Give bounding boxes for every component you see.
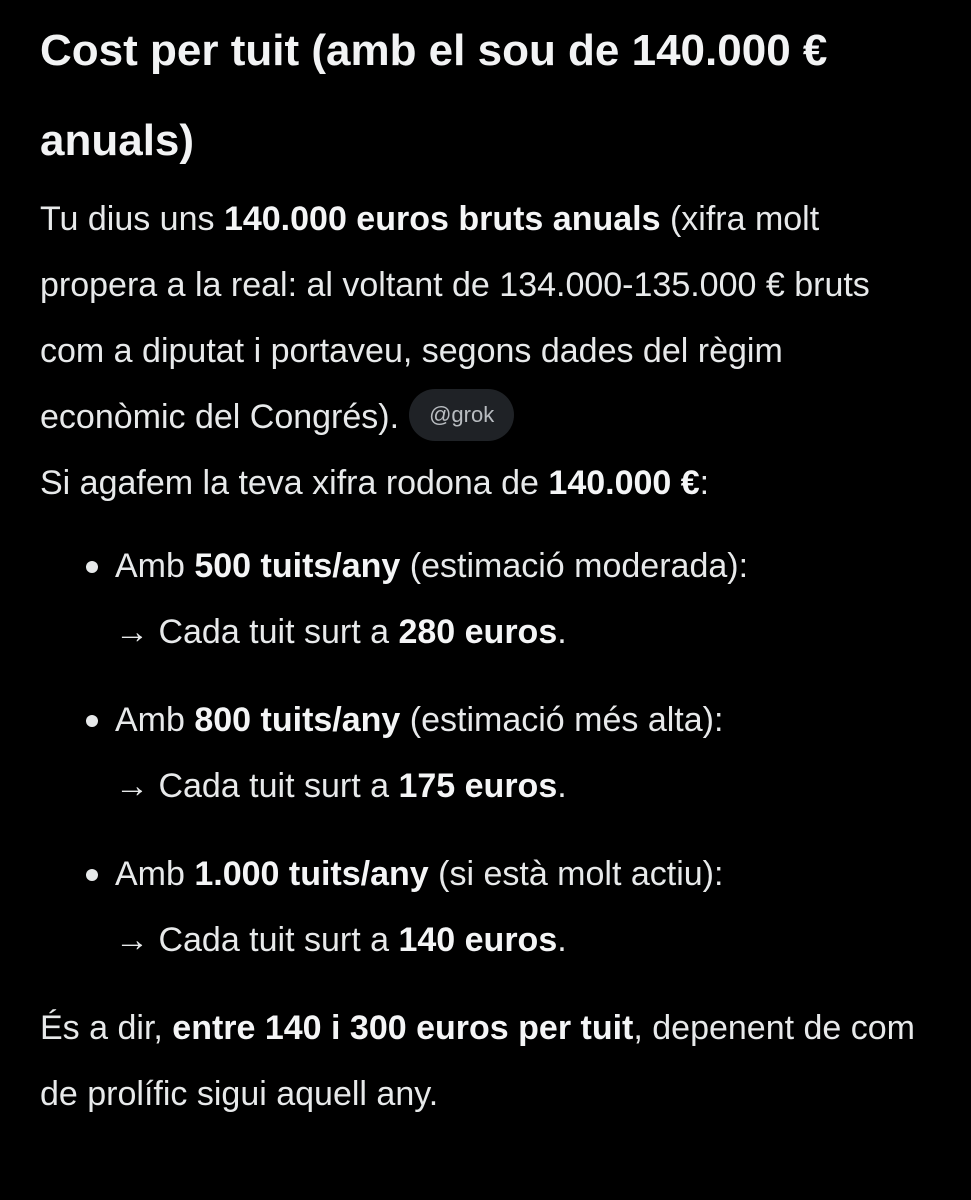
assumption-text-2: : — [699, 464, 710, 502]
scenario-end: . — [557, 613, 567, 651]
scenario-arrow-text: → Cada tuit surt a — [115, 921, 399, 959]
scenario-rate: 500 tuits/any — [194, 547, 401, 585]
scenario-note: (si està molt actiu): — [428, 855, 724, 893]
intro-salary-bold: 140.000 euros bruts anuals — [223, 200, 661, 238]
scenario-cost: 175 euros — [398, 767, 558, 805]
scenario-result-line — [115, 753, 940, 819]
assumption-amount-bold: 140.000 € — [548, 464, 700, 502]
scenario-prefix: Amb — [115, 855, 195, 893]
scenario-rate: 1.000 tuits/any — [194, 855, 429, 893]
bullet-dot-icon — [86, 715, 98, 727]
scenario-line — [115, 687, 940, 753]
scenario-result-line — [115, 907, 940, 973]
conclusion-text-2: , depenent de com de prolífic sigui aquell any. — [40, 1009, 916, 1113]
scenario-prefix: Amb — [115, 701, 195, 739]
scenario-line — [115, 533, 940, 599]
scenario-note: (estimació moderada): — [400, 547, 749, 585]
conclusion-paragraph — [40, 995, 920, 1127]
section-heading: Cost per tuit (amb el sou de 140.000 € anuals) — [40, 26, 828, 165]
bullet-dot-icon — [86, 869, 98, 881]
grok-source-chip[interactable]: @grok — [409, 389, 514, 441]
intro-text-2: (xifra molt propera a la real: al voltant de 134.000-135.000 € bruts com a diputat i portaveu, segons dades del règim econòmic del Congrés). — [40, 200, 870, 436]
scenario-list — [40, 533, 940, 973]
conclusion-range-bold: entre 140 i 300 euros per tuit — [172, 1009, 634, 1047]
scenario-item — [40, 533, 940, 665]
scenario-result-line — [115, 599, 940, 665]
bullet-dot-icon — [86, 561, 98, 573]
scenario-cost: 140 euros — [398, 921, 558, 959]
scenario-item — [40, 687, 940, 819]
scenario-prefix: Amb — [115, 547, 195, 585]
assumption-text-1: Si agafem la teva xifra rodona de — [40, 464, 549, 502]
scenario-item — [40, 841, 940, 973]
intro-text-1: Tu dius uns — [40, 200, 224, 238]
scenario-arrow-text: → Cada tuit surt a — [115, 613, 399, 651]
grok-response — [40, 0, 940, 1127]
scenario-cost: 280 euros — [398, 613, 558, 651]
scenario-end: . — [557, 767, 567, 805]
scenario-line — [115, 841, 940, 907]
scenario-note: (estimació més alta): — [400, 701, 724, 739]
scenario-arrow-text: → Cada tuit surt a — [115, 767, 399, 805]
assumption-paragraph — [40, 450, 940, 516]
intro-paragraph — [40, 186, 910, 450]
conclusion-text-1: És a dir, — [40, 1009, 173, 1047]
scenario-end: . — [557, 921, 567, 959]
scenario-rate: 800 tuits/any — [194, 701, 401, 739]
